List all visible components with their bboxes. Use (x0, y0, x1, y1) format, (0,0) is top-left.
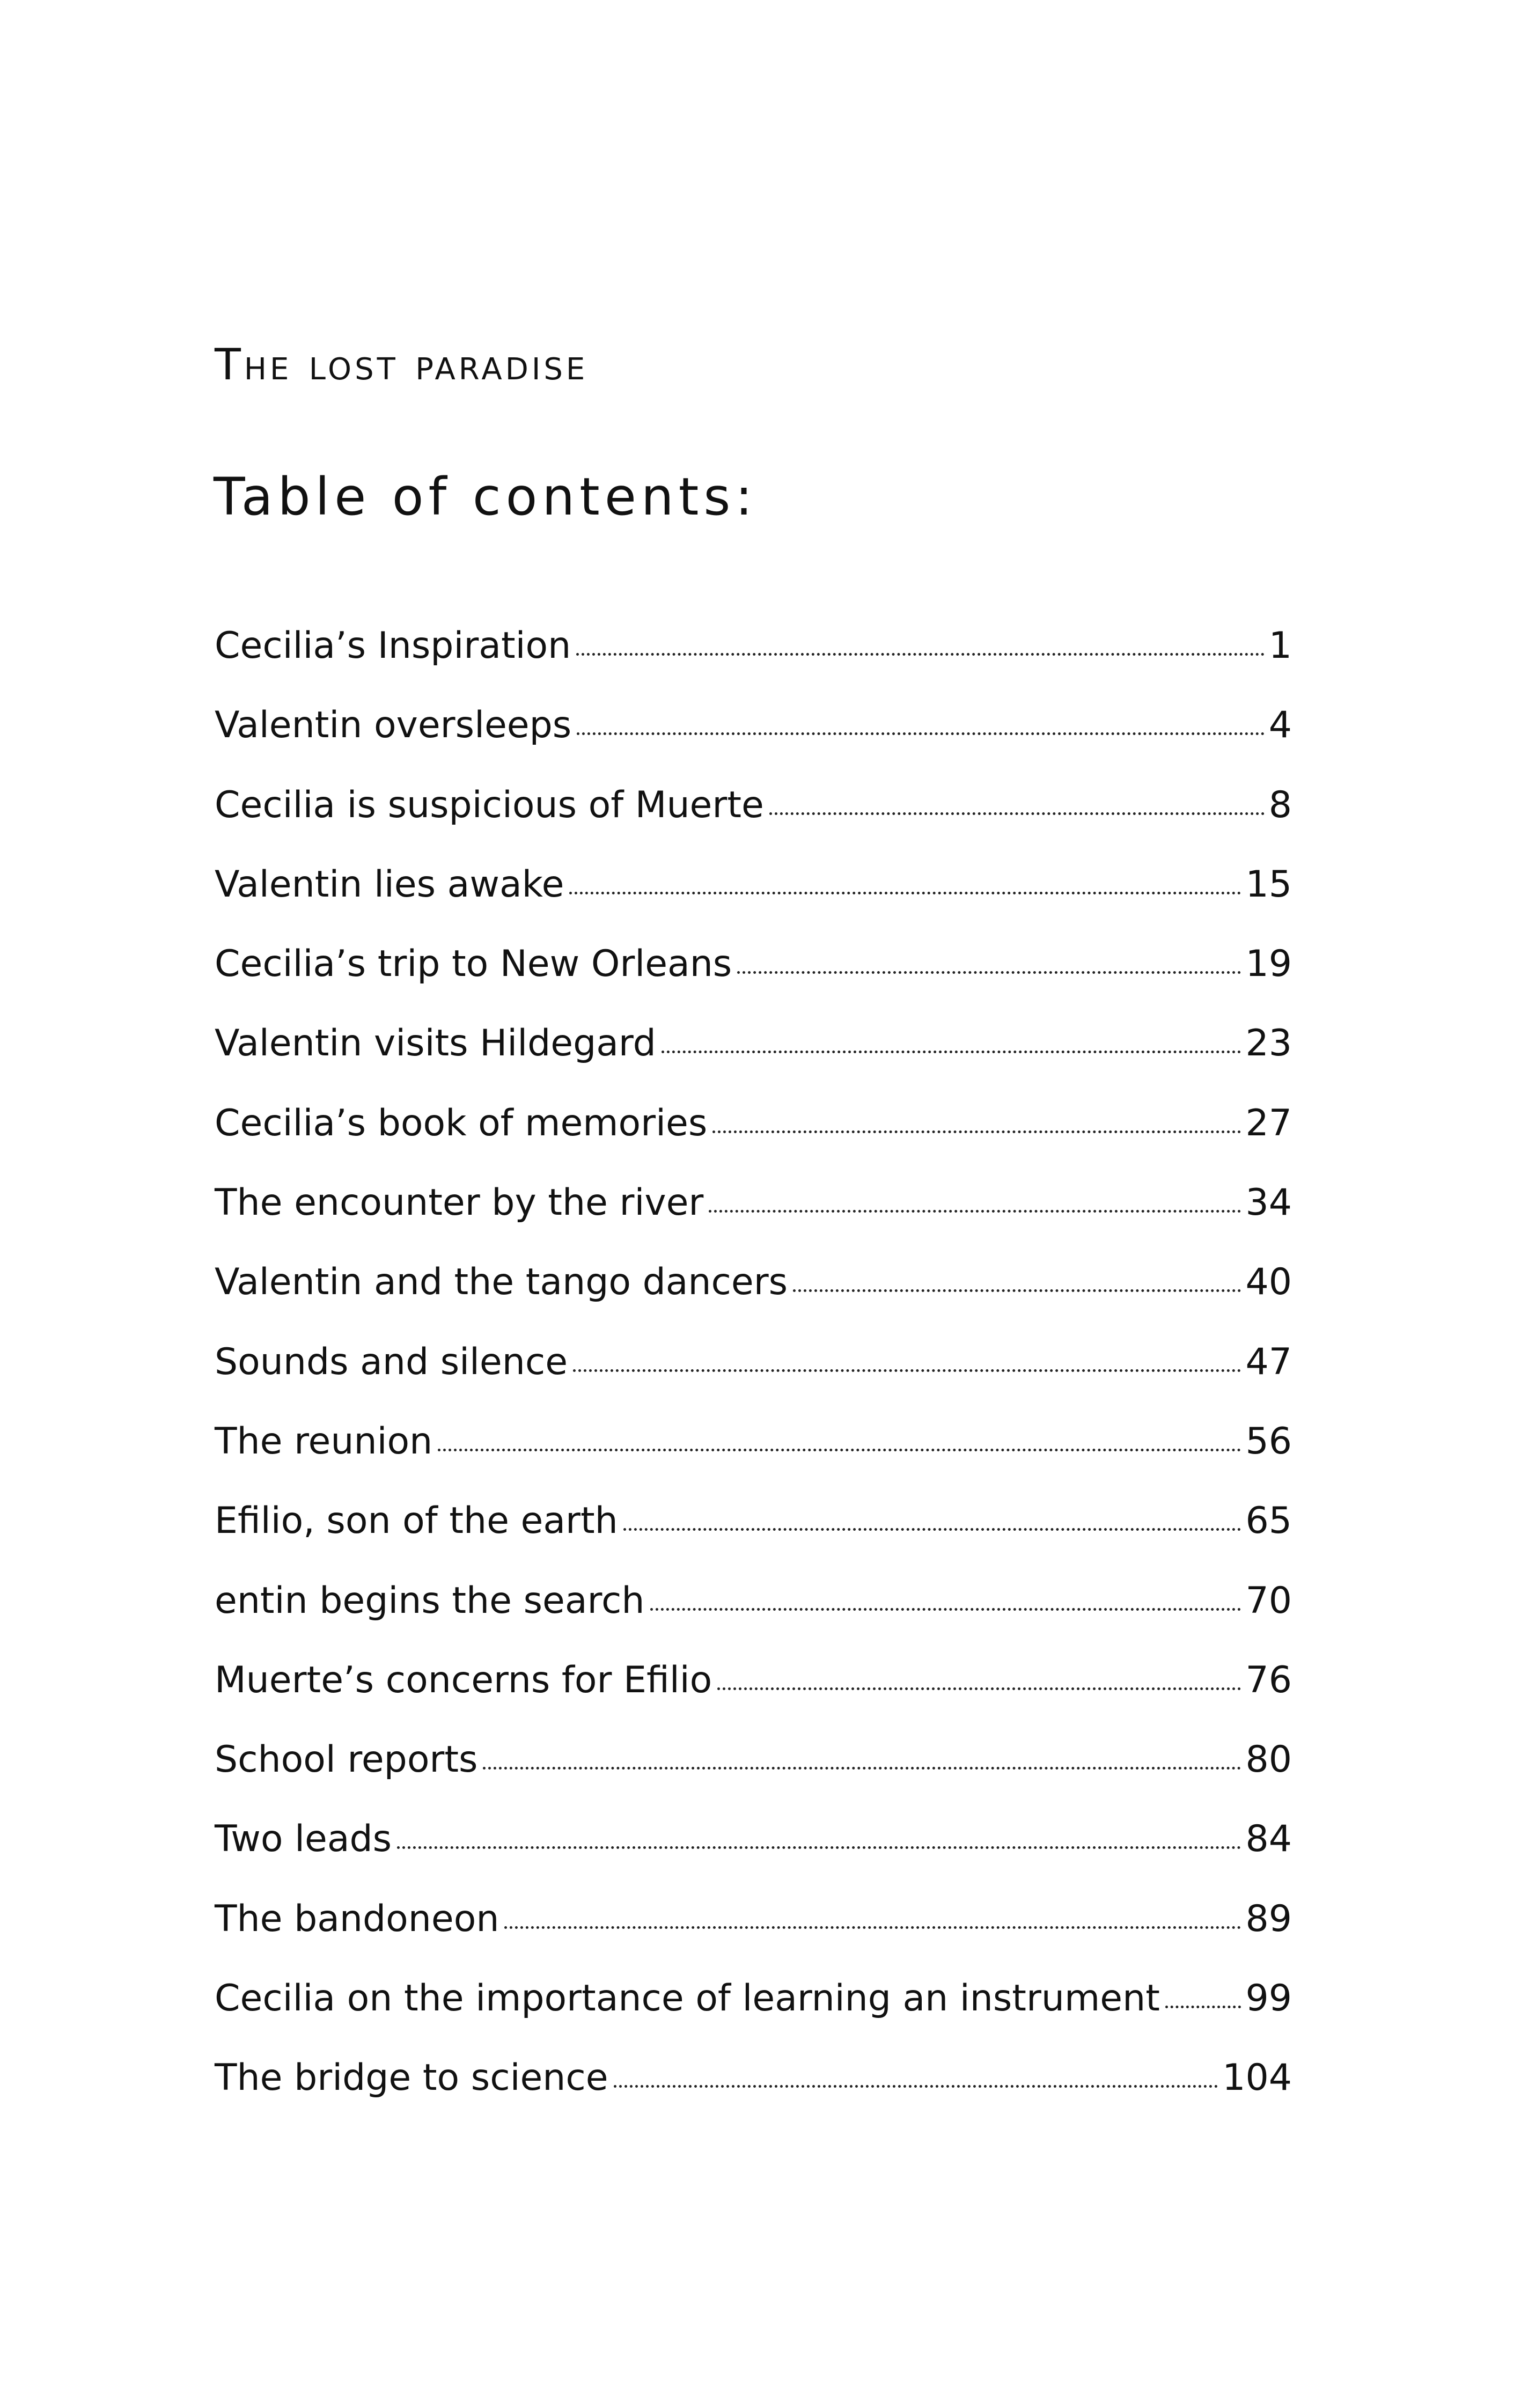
toc-heading: Table of contents: (214, 467, 758, 527)
dot-leader (1165, 2006, 1241, 2008)
toc-entry-page-number: 8 (1268, 783, 1292, 826)
toc-entry-title: Valentin and the tango dancers (215, 1261, 788, 1304)
toc-entry-title: Valentin lies awake (215, 863, 564, 906)
dot-leader (793, 1289, 1241, 1292)
toc-entry[interactable] (215, 1579, 1292, 1662)
dot-leader (576, 653, 1265, 656)
toc-entry-page-number: 34 (1245, 1181, 1292, 1224)
toc-entry[interactable] (215, 1658, 1292, 1742)
toc-entry-title: Cecilia’s trip to New Orleans (215, 943, 732, 986)
toc-entry-page-number: 84 (1245, 1818, 1292, 1861)
toc-entry-title: The reunion (215, 1420, 433, 1463)
dot-leader (717, 1687, 1241, 1690)
toc-entry-page-number: 76 (1245, 1658, 1292, 1701)
toc-entry[interactable] (215, 704, 1292, 787)
dot-leader (569, 892, 1241, 894)
toc-entry[interactable] (215, 783, 1292, 867)
toc-entry-title: Valentin visits Hildegard (215, 1022, 656, 1065)
toc-entry-page-number: 19 (1245, 943, 1292, 986)
toc-entry-title: Cecilia is suspicious of Muerte (215, 783, 764, 826)
book-title: The lost paradise (215, 340, 589, 390)
dot-leader (650, 1608, 1241, 1611)
toc-entry[interactable] (215, 625, 1292, 707)
toc-entry[interactable] (215, 1102, 1292, 1185)
dot-leader (623, 1528, 1241, 1531)
dot-leader (737, 971, 1241, 974)
toc-entry[interactable] (215, 2057, 1292, 2139)
toc-entry[interactable] (215, 1977, 1292, 2060)
toc-entry-title: Cecilia’s book of memories (215, 1102, 708, 1144)
toc-entry-title: Cecilia on the importance of learning an instrument (215, 1977, 1160, 2020)
toc-entry-page-number: 1 (1268, 625, 1292, 667)
toc-entry-page-number: 56 (1245, 1420, 1292, 1463)
toc-entry[interactable] (215, 1022, 1292, 1105)
toc-entry-page-number: 47 (1245, 1340, 1292, 1383)
toc-entry-title: Two leads (215, 1818, 392, 1861)
toc-entry-title: entin begins the search (215, 1579, 645, 1622)
dot-leader (709, 1210, 1241, 1213)
dot-leader (769, 812, 1265, 815)
toc-entry-title: The bandoneon (215, 1897, 499, 1940)
toc-entry[interactable] (215, 863, 1292, 946)
toc-entry-page-number: 65 (1245, 1500, 1292, 1543)
toc-entry-title: The encounter by the river (215, 1181, 704, 1224)
toc-entry-page-number: 15 (1245, 863, 1292, 906)
toc-entry-title: Muerte’s concerns for Efilio (215, 1658, 712, 1701)
dot-leader (573, 1369, 1241, 1372)
toc-entry-page-number: 80 (1245, 1738, 1292, 1781)
toc-entry-title: Valentin oversleeps (215, 704, 572, 747)
toc-entry[interactable] (215, 1261, 1292, 1344)
dot-leader (712, 1130, 1241, 1133)
toc-entry-page-number: 4 (1268, 704, 1292, 747)
dot-leader (504, 1926, 1241, 1929)
toc-entry-title: Efilio, son of the earth (215, 1500, 618, 1543)
toc-entry[interactable] (215, 1181, 1292, 1264)
toc-entry-page-number: 70 (1245, 1579, 1292, 1622)
table-of-contents (215, 625, 1292, 2140)
toc-entry-page-number: 40 (1245, 1261, 1292, 1304)
dot-leader (577, 732, 1265, 735)
toc-entry[interactable] (215, 1500, 1292, 1582)
toc-entry-page-number: 27 (1245, 1102, 1292, 1144)
toc-entry-page-number: 23 (1245, 1022, 1292, 1065)
toc-entry[interactable] (215, 1818, 1292, 1900)
toc-entry-page-number: 104 (1222, 2057, 1292, 2099)
toc-entry-title: Sounds and silence (215, 1340, 568, 1383)
dot-leader (438, 1449, 1241, 1451)
dot-leader (483, 1767, 1241, 1770)
toc-entry[interactable] (215, 1340, 1292, 1423)
dot-leader (662, 1051, 1241, 1053)
toc-entry[interactable] (215, 1897, 1292, 1980)
toc-entry-title: Cecilia’s Inspiration (215, 625, 571, 667)
toc-entry-title: The bridge to science (215, 2057, 608, 2099)
toc-entry[interactable] (215, 1738, 1292, 1821)
toc-entry-title: School reports (215, 1738, 478, 1781)
toc-entry[interactable] (215, 1420, 1292, 1503)
toc-entry[interactable] (215, 943, 1292, 1025)
toc-entry-page-number: 89 (1245, 1897, 1292, 1940)
dot-leader (614, 2085, 1218, 2088)
toc-entry-page-number: 99 (1245, 1977, 1292, 2020)
dot-leader (397, 1846, 1241, 1849)
